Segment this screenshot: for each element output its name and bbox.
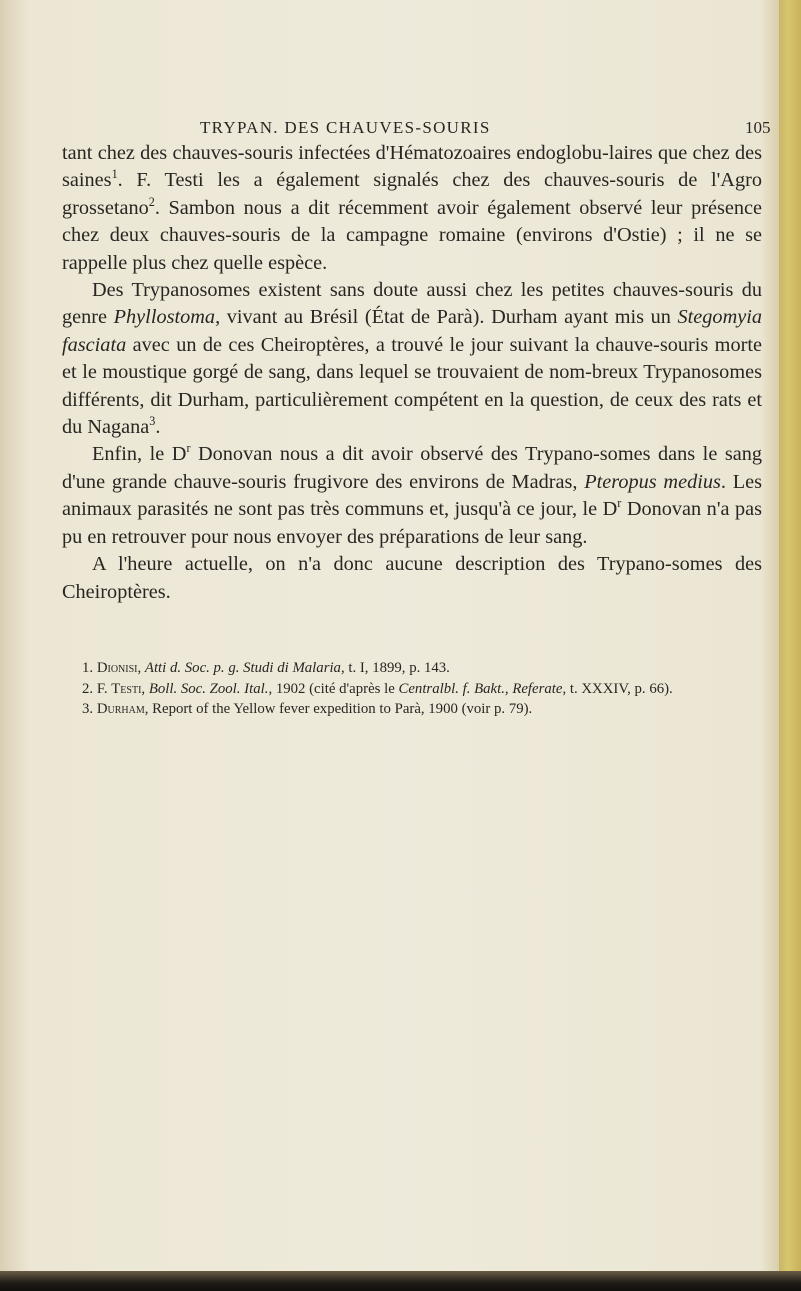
- p2-text-3: avec un de ces Cheiroptères, a trouvé le jour suivant la chauve-souris morte et le moustique gorgé de sang, dans lequel se trouvaient de nom-breux Trypanosomes différents, dit Durham, particulièrement compétent en la question, de ceux des rats et du Nagana: [62, 333, 762, 439]
- p2-text-2: , vivant au Brésil (État de Parà). Durham ayant mis un: [215, 306, 678, 329]
- p3-text-1: Enfin, le D: [92, 443, 187, 466]
- p1-text-2: . F. Testi les a également signalés chez des chauves-souris de l'Agro grossetano: [62, 169, 762, 219]
- footnote-2-number: 2.: [82, 680, 94, 697]
- p2-text-1: Des Trypanosomes existent sans doute aussi chez les petites chauves-souris du genre: [62, 279, 762, 329]
- footnote-3-number: 3.: [82, 701, 94, 717]
- footnote-2-author: Testi: [111, 680, 142, 697]
- footnote-2-text-2: , 1902 (cité d'après le: [268, 680, 399, 697]
- p3-sup-1: r: [186, 441, 191, 456]
- body-text: [62, 140, 762, 606]
- page-edge: [779, 0, 801, 1291]
- footnote-2-journal-2: Centralbl. f. Bakt., Referate: [398, 680, 563, 697]
- footnote-3: [62, 699, 762, 720]
- p2-italic-2: Stegomyia fasciata: [62, 306, 762, 356]
- paragraph-3: [62, 441, 762, 551]
- footnote-2: [62, 679, 762, 700]
- paragraph-2: [62, 277, 762, 441]
- footnote-2-initial: F.: [96, 680, 112, 697]
- page-number: 105: [745, 118, 771, 137]
- footnote-ref-3: 3: [149, 414, 156, 429]
- footnote-1-journal: Atti d. Soc. p. g. Studi di Malaria: [144, 660, 341, 676]
- p1-text-3: . Sambon nous a dit récemment avoir également observé leur présence chez deux chauves-souris de la campagne romaine (environs d'Ostie) ; il ne se rappelle plus chez quelle espèce.: [62, 196, 762, 274]
- paragraph-1: [62, 140, 762, 277]
- p2-italic-1: Phyllostoma: [113, 306, 216, 329]
- p3-text-4: Donovan n'a pas pu en retrouver pour nous envoyer des préparations de leur sang.: [62, 498, 763, 548]
- footnote-3-text-1: , Report of the Yellow fever expedition to Parà, 1900 (voir p. 79).: [144, 701, 533, 717]
- footnotes: [62, 658, 762, 720]
- p3-sup-2: r: [617, 496, 622, 511]
- footnote-1-text-1: ,: [137, 660, 145, 676]
- bottom-shadow: [0, 1271, 801, 1291]
- footnote-1: [62, 658, 762, 679]
- footnote-2-journal: Boll. Soc. Zool. Ital.: [148, 680, 269, 697]
- paragraph-4: [62, 551, 762, 606]
- running-header: [0, 118, 801, 142]
- footnote-1-author: Dionisi: [96, 660, 138, 676]
- p3-text-3: . Les animaux parasités ne sont pas très communs et, jusqu'à ce jour, le D: [62, 470, 762, 521]
- footnote-1-number: 1.: [82, 660, 94, 676]
- footnote-ref-1: 1: [111, 167, 118, 182]
- p3-italic-1: Pteropus medius: [584, 470, 721, 493]
- p1-text-1: tant chez des chauves-souris infectées d'Hématozoaires endoglobu-laires que chez des saines: [62, 142, 762, 192]
- p2-text-4: .: [155, 416, 161, 439]
- p3-text-2: Donovan nous a dit avoir observé des Trypano-somes dans le sang d'une grande chauve-souris frugivore des environs de Madras,: [62, 443, 763, 493]
- running-title: TRYPAN. DES CHAUVES-SOURIS: [200, 118, 491, 137]
- footnote-3-author: Durham: [96, 701, 145, 717]
- footnote-2-text-3: , t. XXXIV, p. 66).: [562, 680, 673, 697]
- footnote-ref-2: 2: [148, 195, 155, 210]
- p4-text-1: A l'heure actuelle, on n'a donc aucune description des Trypano-somes des Cheiroptères.: [62, 553, 762, 603]
- footnote-2-text-1: ,: [141, 680, 149, 697]
- footnote-1-text-2: , t. I, 1899, p. 143.: [340, 660, 450, 676]
